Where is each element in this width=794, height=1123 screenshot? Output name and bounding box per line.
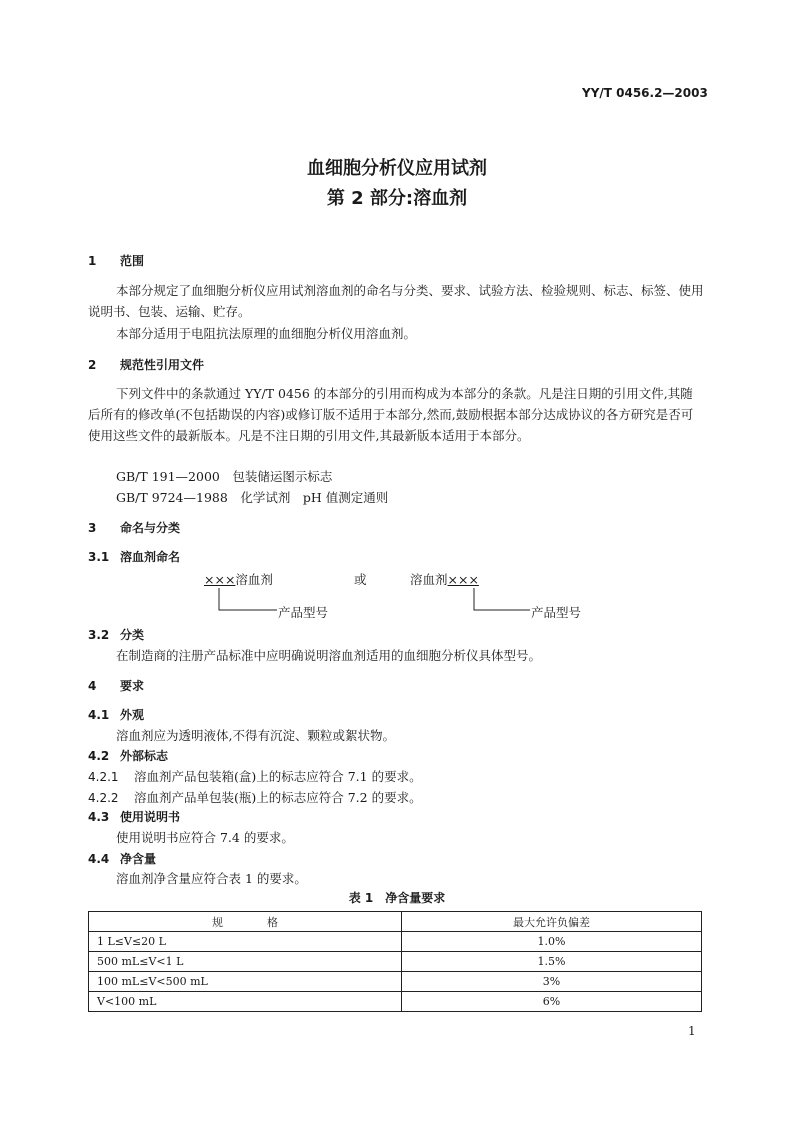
clause-text: 溶血剂产品单包装(瓶)上的标志应符合 7.2 的要求。 — [134, 790, 422, 805]
subsection-title: 外观 — [120, 708, 145, 722]
section-1-paragraph-2: 本部分适用于电阻抗法原理的血细胞分析仪用溶血剂。 — [116, 326, 417, 341]
section-2-paragraph: 下列文件中的条款通过 YY/T 0456 的本部分的引用而构成为本部分的条款。凡是注日期的引用文件,其随后所有的修改单(不包括勘误的内容)或修订版不适用于本部分,然而,鼓励根据本部分达成协议的各方研究是否可使用这些文件的最新版本。凡是不注日期的引用文件,其最新版本适用于本部分。 — [88, 386, 694, 443]
document-subtitle: 第 2 部分:溶血剂 — [326, 188, 468, 209]
table-cell-spec: V<100 mL — [89, 992, 402, 1012]
table-cell-deviation: 3% — [402, 972, 702, 992]
table-cell-spec: 1 L≤V≤20 L — [89, 932, 402, 952]
reference-gb-191: GB/T 191—2000 包装储运图示标志 — [116, 469, 333, 484]
table-row — [89, 992, 702, 1012]
subsection-title: 分类 — [120, 628, 145, 642]
subsection-number: 4.1 — [88, 708, 110, 722]
section-number: 2 — [88, 358, 97, 372]
subsection-title: 外部标志 — [120, 749, 169, 763]
standard-number: YY/T 0456.2—2003 — [582, 86, 708, 100]
subsection-number: 3.1 — [88, 550, 110, 564]
section-title: 范围 — [120, 254, 145, 268]
naming-left-label: 产品型号 — [278, 605, 329, 620]
table-row — [89, 952, 702, 972]
naming-right-label: 产品型号 — [531, 605, 582, 620]
subsection-4-3-heading — [88, 808, 180, 825]
subsection-4-4-paragraph: 溶血剂净含量应符合表 1 的要求。 — [116, 871, 307, 886]
table-row — [89, 932, 702, 952]
naming-right-placeholder: ××× — [447, 572, 479, 587]
subsection-4-1-paragraph: 溶血剂应为透明液体,不得有沉淀、颗粒或絮状物。 — [116, 728, 395, 743]
section-4-heading — [88, 677, 144, 694]
subsection-number: 4.3 — [88, 810, 110, 824]
table-cell-spec: 100 mL≤V<500 mL — [89, 972, 402, 992]
naming-right-name: 溶血剂 — [410, 572, 448, 587]
table-row — [89, 972, 702, 992]
clause-4-2-1 — [88, 767, 422, 785]
table-cell-spec: 500 mL≤V<1 L — [89, 952, 402, 972]
clause-number: 4.2.1 — [88, 770, 119, 784]
right-connector-line — [474, 588, 530, 610]
table-cell-deviation: 6% — [402, 992, 702, 1012]
subsection-3-2-heading — [88, 626, 144, 643]
subsection-title: 净含量 — [120, 852, 157, 866]
subsection-4-2-heading — [88, 747, 168, 764]
document-title: 血细胞分析仪应用试剂 — [307, 158, 487, 179]
subsection-number: 4.2 — [88, 749, 110, 763]
section-title: 要求 — [120, 679, 145, 693]
subsection-4-3-paragraph: 使用说明书应符合 7.4 的要求。 — [116, 830, 294, 845]
naming-left-name: 溶血剂 — [235, 572, 273, 587]
table-header-spec: 规 格 — [89, 912, 402, 932]
section-title: 命名与分类 — [120, 521, 181, 535]
section-number: 4 — [88, 679, 97, 693]
table-1-caption: 表 1 净含量要求 — [348, 891, 446, 905]
clause-number: 4.2.2 — [88, 791, 119, 805]
subsection-number: 3.2 — [88, 628, 110, 642]
clause-text: 溶血剂产品包装箱(盒)上的标志应符合 7.1 的要求。 — [134, 769, 422, 784]
section-1-paragraph-1: 本部分规定了血细胞分析仪应用试剂溶血剂的命名与分类、要求、试验方法、检验规则、标志、标签、使用说明书、包装、运输、贮存。 — [88, 283, 704, 319]
subsection-4-1-heading — [88, 706, 144, 723]
table-header-row — [89, 912, 702, 932]
left-connector-line — [219, 588, 277, 610]
section-number: 3 — [88, 521, 97, 535]
net-content-table — [88, 911, 702, 1012]
table-cell-deviation: 1.0% — [402, 932, 702, 952]
naming-or: 或 — [354, 572, 367, 587]
naming-left-placeholder: ××× — [204, 572, 236, 587]
clause-4-2-2 — [88, 788, 422, 806]
section-number: 1 — [88, 254, 97, 268]
subsection-title: 使用说明书 — [120, 810, 181, 824]
page-number: 1 — [688, 1024, 696, 1038]
table-header-deviation: 最大允许负偏差 — [402, 912, 702, 932]
subsection-title: 溶血剂命名 — [120, 550, 181, 564]
reference-gb-9724: GB/T 9724—1988 化学试剂 pH 值测定通则 — [116, 490, 389, 505]
table-cell-deviation: 1.5% — [402, 952, 702, 972]
subsection-4-4-heading — [88, 850, 156, 867]
section-title: 规范性引用文件 — [120, 358, 205, 372]
subsection-3-2-paragraph: 在制造商的注册产品标准中应明确说明溶血剂适用的血细胞分析仪具体型号。 — [116, 648, 542, 663]
subsection-number: 4.4 — [88, 852, 110, 866]
